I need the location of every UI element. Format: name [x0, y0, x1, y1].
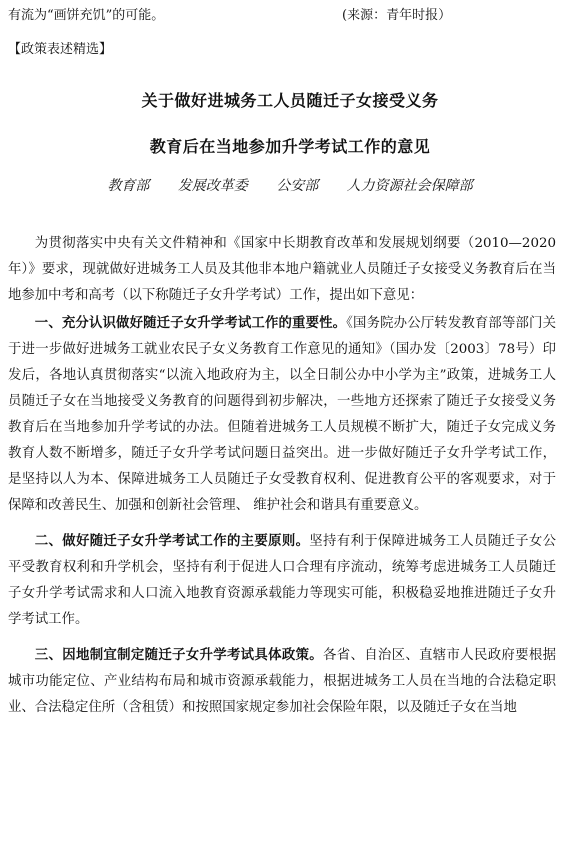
document-title-line-2: 教育后在当地参加升学考试工作的意见: [149, 137, 431, 156]
issuer-ndrc: 发展改革委: [177, 178, 248, 194]
top-line: [8, 6, 558, 26]
section-1-heading: 一、充分认识做好随迁子女升学考试工作的重要性。: [34, 316, 347, 331]
issuer-moe: 教育部: [107, 178, 150, 194]
section-1-paragraph: [8, 311, 556, 519]
section-3-paragraph: [8, 643, 556, 721]
section-2-heading: 二、做好随迁子女升学考试工作的主要原则。: [34, 534, 310, 549]
paragraph-text: 各省、自治区、直辖市人民政府要根据城市功能定位、产业结构布局和城市资源承载能力，根据进城务工人员在当地的合法稳定职业、合法稳定住所（含租赁）和按照国家规定参加社会保险年限，以及随迁子女在当地: [8, 648, 556, 715]
previous-article-tail: 有流为“画饼充饥”的可能。: [8, 8, 165, 23]
paragraph-text: 为贯彻落实中央有关文件精神和《国家中长期教育改革和发展规划纲要（2010—2020年）》要求，现就做好进城务工人员及其他非本地户籍就业人员随迁子女接受义务教育后在当地参加中考和高考（以下称随迁子女升学考试）工作，提出如下意见：: [8, 236, 556, 303]
section-2-paragraph: [8, 529, 556, 633]
section-3-heading: 三、因地制宜制定随迁子女升学考试具体政策。: [34, 648, 324, 663]
intro-paragraph: [8, 231, 556, 309]
issuer-mps: 公安部: [276, 178, 319, 194]
issuer-mohrss: 人力资源社会保障部: [346, 178, 473, 194]
paragraph-text: 坚持有利于保障进城务工人员随迁子女公平受教育权利和升学机会，坚持有利于促进人口合理有序流动，统筹考虑进城务工人员随迁子女升学考试需求和人口流入地教育资源承载能力等现实可能，积极稳妥地推进随迁子女升学考试工作。: [8, 534, 557, 627]
document-title-line-1: 关于做好进城务工人员随迁子女接受义务: [141, 91, 439, 110]
document-body: [8, 231, 556, 731]
section-tag: 【政策表述精选】: [8, 42, 113, 57]
source-note: (来源：青年时报）: [342, 8, 452, 23]
paragraph-text: 《国务院办公厅转发教育部等部门关于进一步做好进城务工就业农民子女义务教育工作意见的通知》（国办发〔2003〕78号）印发后，各地认真贯彻落实“以流入地政府为主，以全日制公办中小学为主”政策，进城务工人员随迁子女在当地接受义务教育的问题得到初步解决，一些地方还探索了随迁子女接受义务教育后在当地参加升学考试的办法。但随着进城务工人员规模不断扩大，随迁子女完成义务教育人数不断增多，随迁子女升学考试问题日益突出。进一步做好随迁子女升学考试工作，是坚持以人为本、保障进城务工人员随迁子女受教育权利、促进教育公平的客观要求，对于保障和改善民生、加强和创新社会管理、 维护社会和谐具有重要意义。: [8, 316, 556, 513]
issuing-departments: [0, 175, 580, 197]
